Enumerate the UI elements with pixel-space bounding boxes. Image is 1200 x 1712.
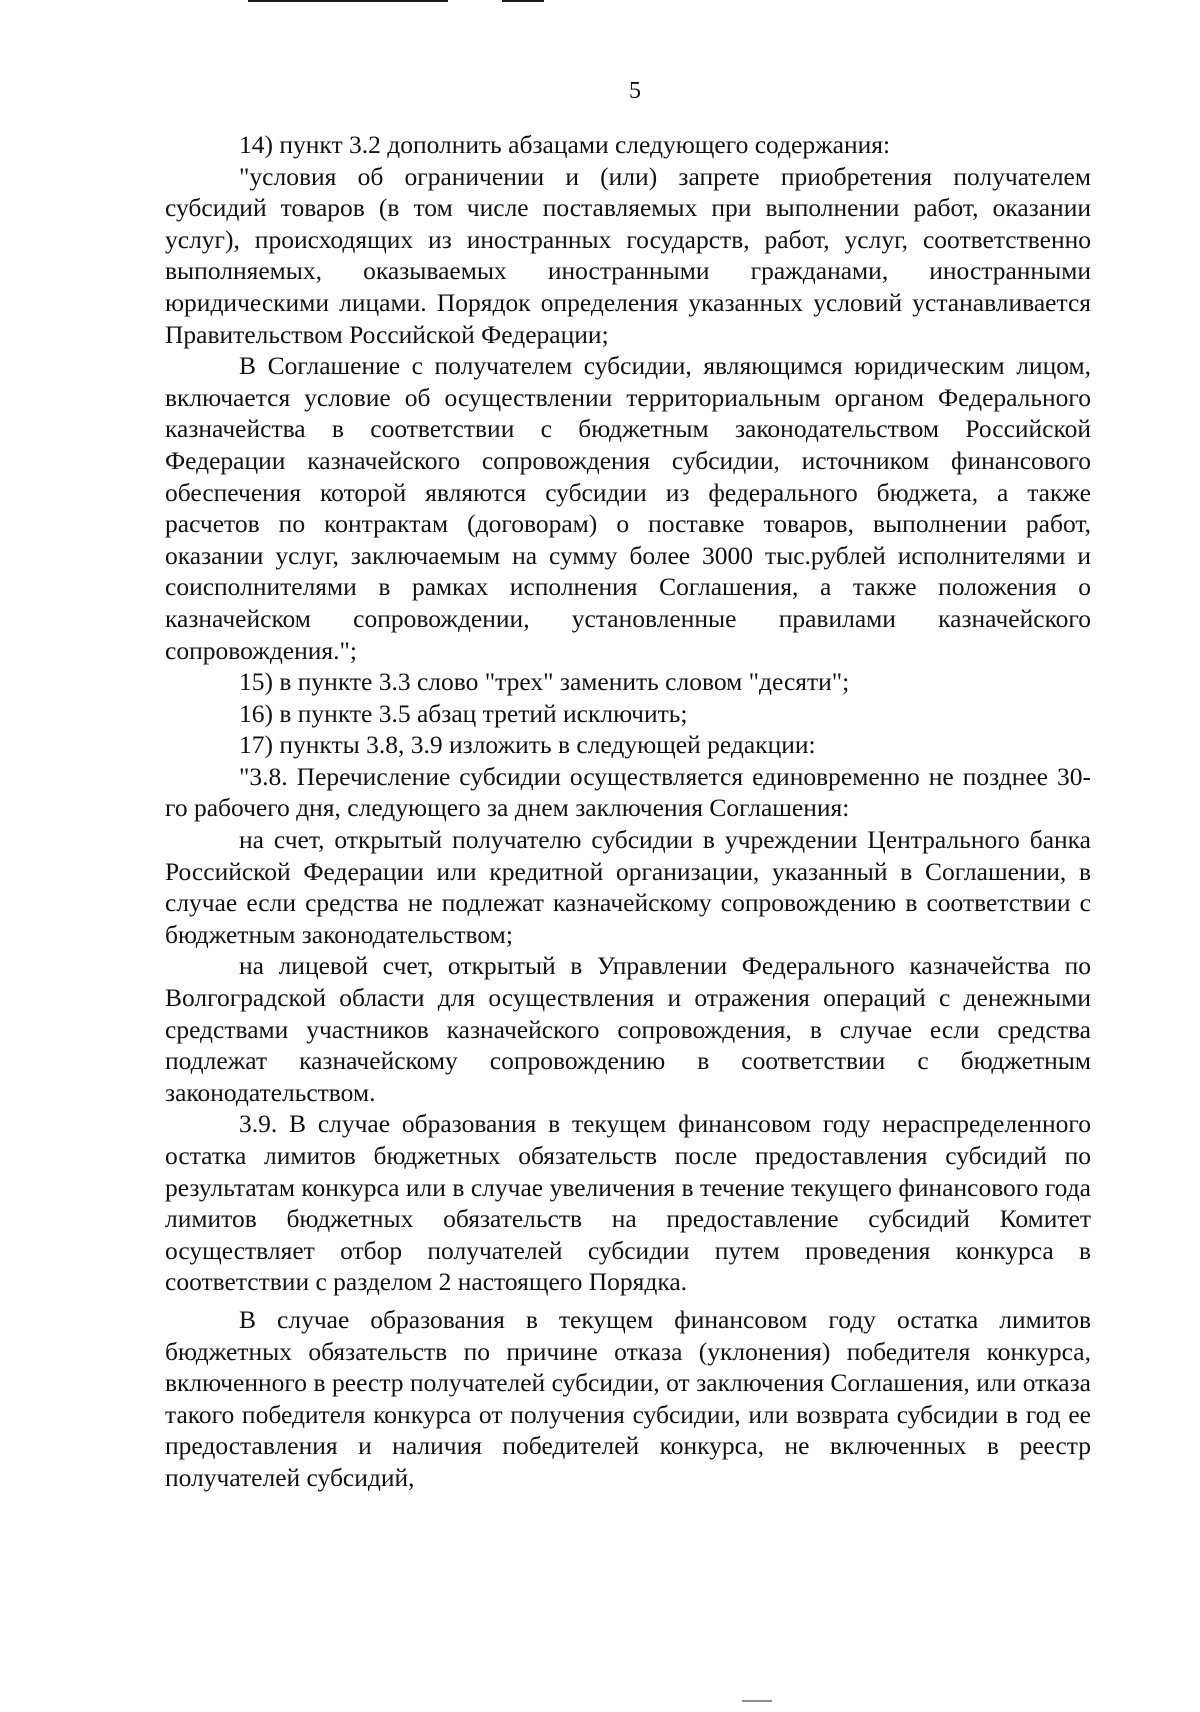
- scan-edge-line: [248, 0, 448, 2]
- scan-artifact-mark: [742, 1700, 772, 1702]
- paragraph-item-17: 17) пункты 3.8, 3.9 изложить в следующей редакции:: [239, 730, 816, 760]
- paragraph-clause-3-8: "3.8. Перечисление субсидии осуществляется единовременно не позднее 30-го рабочего дня, следующего за днем заключения Соглашения:: [165, 761, 1091, 823]
- paragraph-clause-3-9: 3.9. В случае образования в текущем финансовом году нераспределенного остатка лимитов бюджетных обязательств после предоставления субсидий по результатам конкурса или в случае увеличения в течение текущего финансового года лимитов бюджетных обязательств на предоставление субсидий Комитет осуществляет отбор получателей субсидии путем проведения конкурса в соответствии с разделом 2 настоящего Порядка.: [165, 1109, 1091, 1297]
- paragraph-agreement-treasury: В Соглашение с получателем субсидии, являющимся юридическим лицом, включается условие об осуществлении территориальным органом Федерального казначейства в соответствии с бюджетным законодательством Российской Федерации казначейского сопровождения субсидии, источником финансового обеспечения которой являются субсидии из федерального бюджета, а также расчетов по контрактам (договорам) о поставке товаров, выполнении работ, оказании услуг, заключаемым на сумму более 3000 тыс.рублей исполнителями и соисполнителями в рамках исполнения Соглашения, а также положения о казначейском сопровождении, установленные правилами казначейского сопровождения.";: [165, 351, 1091, 665]
- paragraph-item-16: 16) в пункте 3.5 абзац третий исключить;: [239, 698, 688, 728]
- page-number: 5: [629, 78, 641, 104]
- paragraph-item-15: 15) в пункте 3.3 слово "трех" заменить словом "десяти";: [239, 667, 850, 697]
- paragraph-quoted-conditions: "условия об ограничении и (или) запрете приобретения получателем субсидий товаров (в том числе поставляемых при выполнении работ, оказании услуг), происходящих из иностранных государств, работ, услуг, соответственно выполняемых, оказываемых иностранными гражданами, иностранными юридическими лицами. Порядок определения указанных условий устанавливается Правительством Российской Федерации;: [165, 161, 1091, 349]
- paragraph-item-14: 14) пункт 3.2 дополнить абзацами следующего содержания:: [239, 130, 891, 159]
- document-body: [165, 129, 1091, 1494]
- paragraph-remaining-limits: В случае образования в текущем финансовом году остатка лимитов бюджетных обязательств по причине отказа (уклонения) победителя конкурса, включенного в реестр получателей субсидии, от заключения Соглашения, или отказа такого победителя конкурса от получения субсидии, или возврата субсидии в год ее предоставления и наличия победителей конкурса, не включенных в реестр получателей субсидий,: [165, 1304, 1091, 1492]
- paragraph-treasury-account: на лицевой счет, открытый в Управлении Федерального казначейства по Волгоградской области для осуществления и отражения операций с денежными средствами участников казначейского сопровождения, в случае если средства подлежат казначейскому сопровождению в соответствии с бюджетным законодательством.: [165, 951, 1091, 1107]
- scan-edge-line: [502, 0, 544, 2]
- paragraph-bank-account: на счет, открытый получателю субсидии в учреждении Центрального банка Российской Федерации или кредитной организации, указанный в Соглашении, в случае если средства не подлежат казначейскому сопровождению в соответствии с бюджетным законодательством;: [165, 825, 1091, 949]
